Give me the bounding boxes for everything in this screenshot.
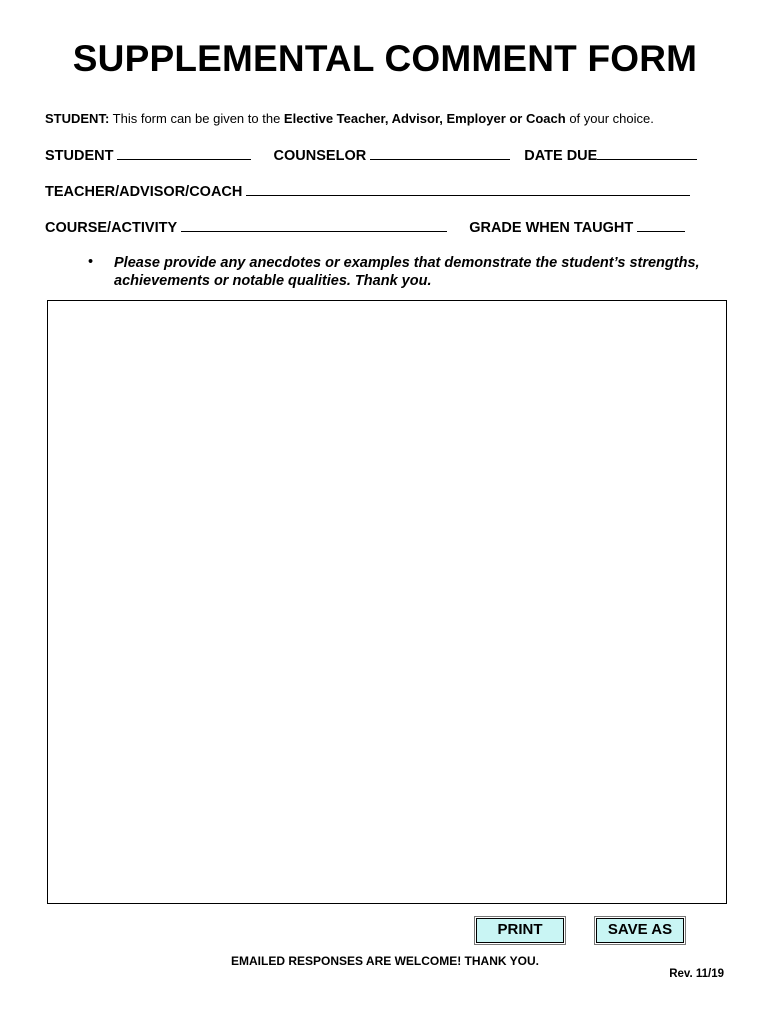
student-field[interactable] <box>117 146 251 160</box>
grade-label: GRADE WHEN TAUGHT <box>469 220 634 236</box>
form-title: SUPPLEMENTAL COMMENT FORM <box>72 38 698 79</box>
footer-note: EMAILED RESPONSES ARE WELCOME! THANK YOU. <box>230 954 540 968</box>
revision-label: Rev. 11/19 <box>669 968 724 980</box>
course-field[interactable] <box>181 218 447 232</box>
instruction-text: Please provide any anecdotes or examples that demonstrate the student’s strengths, achievements or notable qualities. Thank you. <box>114 255 700 289</box>
row-course <box>45 218 685 236</box>
print-button[interactable]: PRINT <box>476 918 564 943</box>
intro-roles: Elective Teacher, Advisor, Employer or Coach <box>283 111 566 126</box>
row-student <box>45 146 697 164</box>
grade-field[interactable] <box>637 218 685 232</box>
intro-text-2: of your choice. <box>565 111 654 126</box>
student-label: STUDENT <box>45 148 114 164</box>
course-label: COURSE/ACTIVITY <box>45 220 178 236</box>
comment-textarea[interactable] <box>47 300 727 904</box>
teacher-field[interactable] <box>246 182 690 196</box>
row-teacher <box>45 182 690 200</box>
counselor-label: COUNSELOR <box>273 148 367 164</box>
intro-lead: STUDENT: <box>45 111 110 126</box>
date-due-field[interactable] <box>597 146 697 160</box>
save-as-button[interactable]: SAVE AS <box>596 918 684 943</box>
intro-text <box>45 111 654 126</box>
bullet-icon: • <box>88 254 94 270</box>
counselor-field[interactable] <box>370 146 510 160</box>
date-due-label: DATE DUE <box>524 148 598 164</box>
teacher-label: TEACHER/ADVISOR/COACH <box>45 184 243 200</box>
intro-text-1: This form can be given to the <box>109 111 284 126</box>
